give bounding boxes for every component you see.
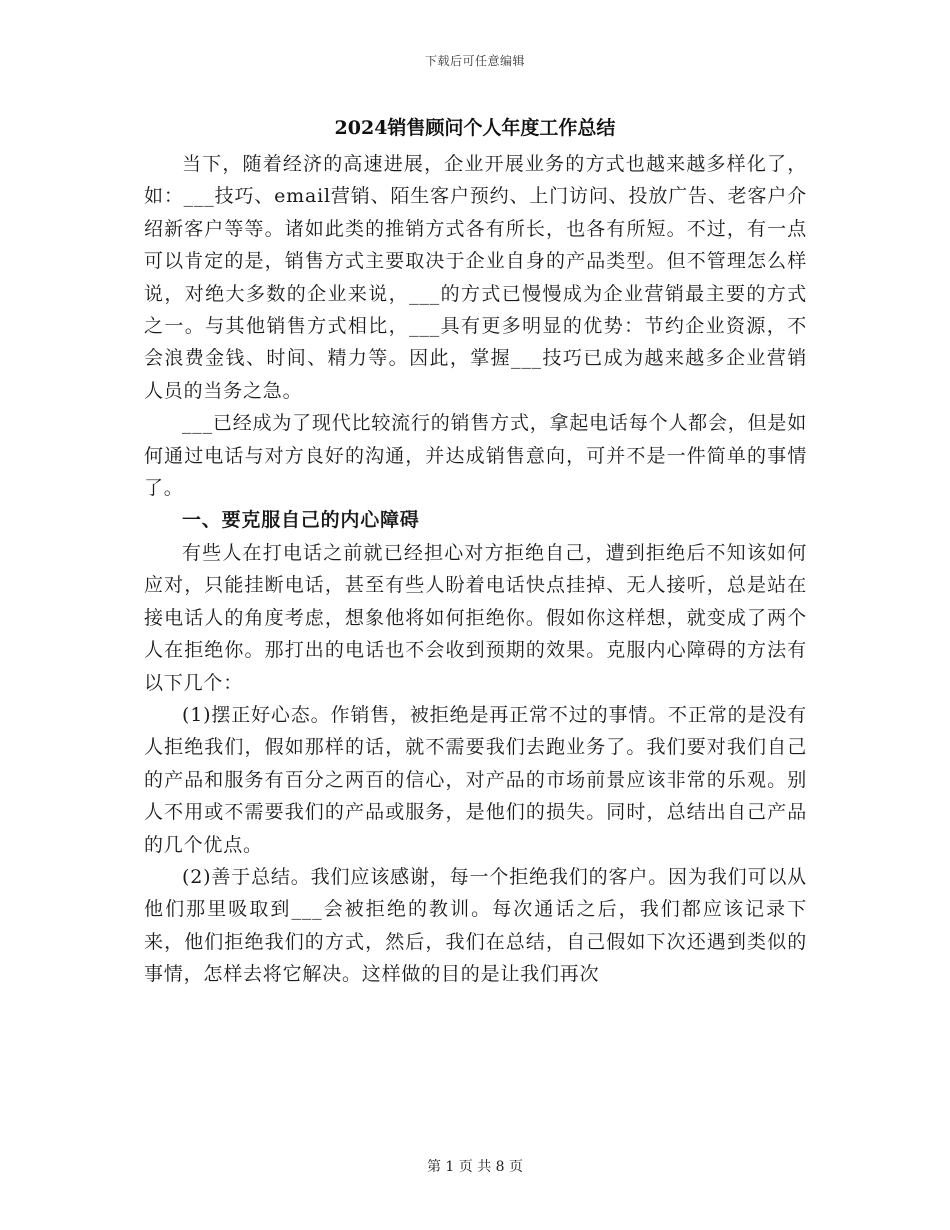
paragraph-point-2: (2)善于总结。我们应该感谢，每一个拒绝我们的客户。因为我们可以从他们那里吸取到___会被拒绝的教训。每次通话之后，我们都应该记录下来，他们拒绝我们的方式，然后，我们在总结，自己假如下次还遇到类似的事情，怎样去将它解决。这样做的目的是让我们再次	[144, 865, 807, 986]
paragraph-obstacles: 有些人在打电话之前就已经担心对方拒绝自己，遭到拒绝后不知该如何应对，只能挂断电话，甚至有些人盼着电话快点挂掉、无人接听，总是站在接电话人的角度考虑，想象他将如何拒绝你。假如你这样想，就变成了两个人在拒绝你。那打出的电话也不会收到预期的效果。克服内心障碍的方法有以下几个：	[144, 541, 807, 694]
page-number: 第 1 页 共 8 页	[426, 1159, 524, 1175]
document-body	[144, 148, 807, 991]
paragraph-point-1: (1)摆正好心态。作销售，被拒绝是再正常不过的事情。不正常的是没有人拒绝我们，假如那样的话，就不需要我们去跑业务了。我们要对我们自己的产品和服务有百分之两百的信心，对产品的市场前景应该非常的乐观。别人不用或不需要我们的产品或服务，是他们的损失。同时，总结出自己产品的几个优点。	[144, 703, 807, 856]
page-header: 下载后可任意编辑	[424, 54, 525, 68]
paragraph-phone-sales: ___已经成为了现代比较流行的销售方式，拿起电话每个人都会，但是如何通过电话与对方良好的沟通，并达成销售意向，可并不是一件简单的事情了。	[144, 412, 807, 500]
document-title: 2024销售顾问个人年度工作总结	[334, 117, 616, 139]
section-heading: 一、要克服自己的内心障碍	[182, 509, 420, 532]
paragraph-intro: 当下，随着经济的高速进展，企业开展业务的方式也越来越多样化了，如：___技巧、email营销、陌生客户预约、上门访问、投放广告、老客户介绍新客户等等。诸如此类的推销方式各有所长，也各有所短。不过，有一点可以肯定的是，销售方式主要取决于企业自身的产品类型。但不管理怎么样说，对绝大多数的企业来说，___的方式已慢慢成为企业营销最主要的方式之一。与其他销售方式相比，___具有更多明显的优势：节约企业资源，不会浪费金钱、时间、精力等。因此，掌握___技巧已成为越来越多企业营销人员的当务之急。	[144, 153, 807, 402]
